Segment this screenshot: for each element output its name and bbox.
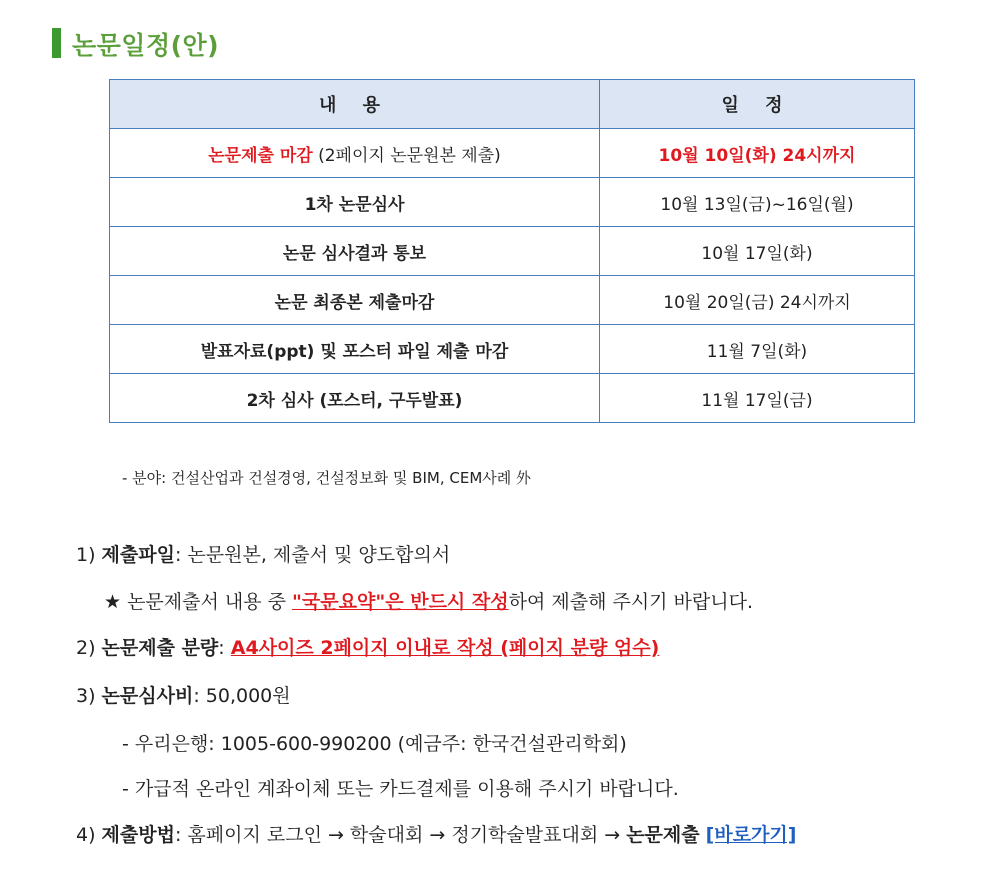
item-text: : 논문원본, 제출서 및 양도합의서	[174, 544, 451, 566]
row-date: 10월 10일(화) 24시까지	[600, 129, 915, 178]
item-number: 2)	[76, 637, 102, 659]
row-date: 10월 17일(화)	[600, 227, 915, 276]
item-page-length	[76, 633, 659, 660]
notice-suffix: 하여 제출해 주시기 바랍니다.	[508, 591, 754, 613]
row-item-rest: (2페이지 논문원본 제출)	[312, 145, 501, 166]
length-highlight: A4사이즈 2페이지 이내로 작성 (페이지 분량 엄수)	[230, 637, 660, 659]
row-item: 논문 심사결과 통보	[110, 227, 600, 276]
item-abstract-notice	[104, 587, 753, 614]
row-item-highlight: 논문제출 마감	[208, 145, 313, 166]
item-review-fee	[76, 681, 291, 708]
item-number: 1)	[76, 544, 102, 566]
item-text: : 홈페이지 로그인 → 학술대회 → 정기학술발표대회 →	[174, 824, 627, 846]
row-item: 1차 논문심사	[110, 178, 600, 227]
method-final-step: 논문제출	[626, 824, 700, 846]
shortcut-link[interactable]: [바로가기]	[705, 824, 797, 846]
title-accent-bar	[52, 28, 61, 58]
item-submission-method	[76, 820, 796, 847]
field-note: - 분야: 건설산업과 건설경영, 건설정보화 및 BIM, CEM사례 外	[122, 469, 532, 487]
row-item: 2차 심사 (포스터, 구두발표)	[110, 374, 600, 423]
table-row	[110, 374, 915, 423]
payment-note: - 가급적 온라인 계좌이체 또는 카드결제를 이용해 주시기 바랍니다.	[122, 778, 679, 800]
schedule-table	[109, 79, 915, 423]
row-item: 논문 최종본 제출마감	[110, 276, 600, 325]
table-row	[110, 325, 915, 374]
item-colon: :	[218, 637, 231, 659]
table-row	[110, 276, 915, 325]
row-item: 발표자료(ppt) 및 포스터 파일 제출 마감	[110, 325, 600, 374]
notice-prefix: ★ 논문제출서 내용 중	[104, 591, 293, 613]
item-number: 4)	[76, 824, 102, 846]
table-header-row	[110, 80, 915, 129]
row-date: 10월 20일(금) 24시까지	[600, 276, 915, 325]
item-label: 논문제출 분량	[101, 637, 219, 659]
notice-highlight: "국문요약"은 반드시 작성	[292, 591, 509, 613]
row-date: 10월 13일(금)~16일(월)	[600, 178, 915, 227]
header-content: 내 용	[110, 80, 600, 129]
item-text: : 50,000원	[193, 685, 291, 707]
header-schedule: 일 정	[600, 80, 915, 129]
item-number: 3)	[76, 685, 102, 707]
table-row	[110, 178, 915, 227]
item-label: 논문심사비	[101, 685, 194, 707]
row-item	[110, 129, 600, 178]
item-label: 제출방법	[101, 824, 175, 846]
item-label: 제출파일	[101, 544, 175, 566]
row-date: 11월 7일(화)	[600, 325, 915, 374]
table-row	[110, 129, 915, 178]
row-date: 11월 17일(금)	[600, 374, 915, 423]
bank-account: - 우리은행: 1005-600-990200 (예금주: 한국건설관리학회)	[122, 733, 627, 755]
table-row	[110, 227, 915, 276]
page-title: 논문일정(안)	[72, 31, 220, 60]
item-submission-file	[76, 540, 450, 567]
